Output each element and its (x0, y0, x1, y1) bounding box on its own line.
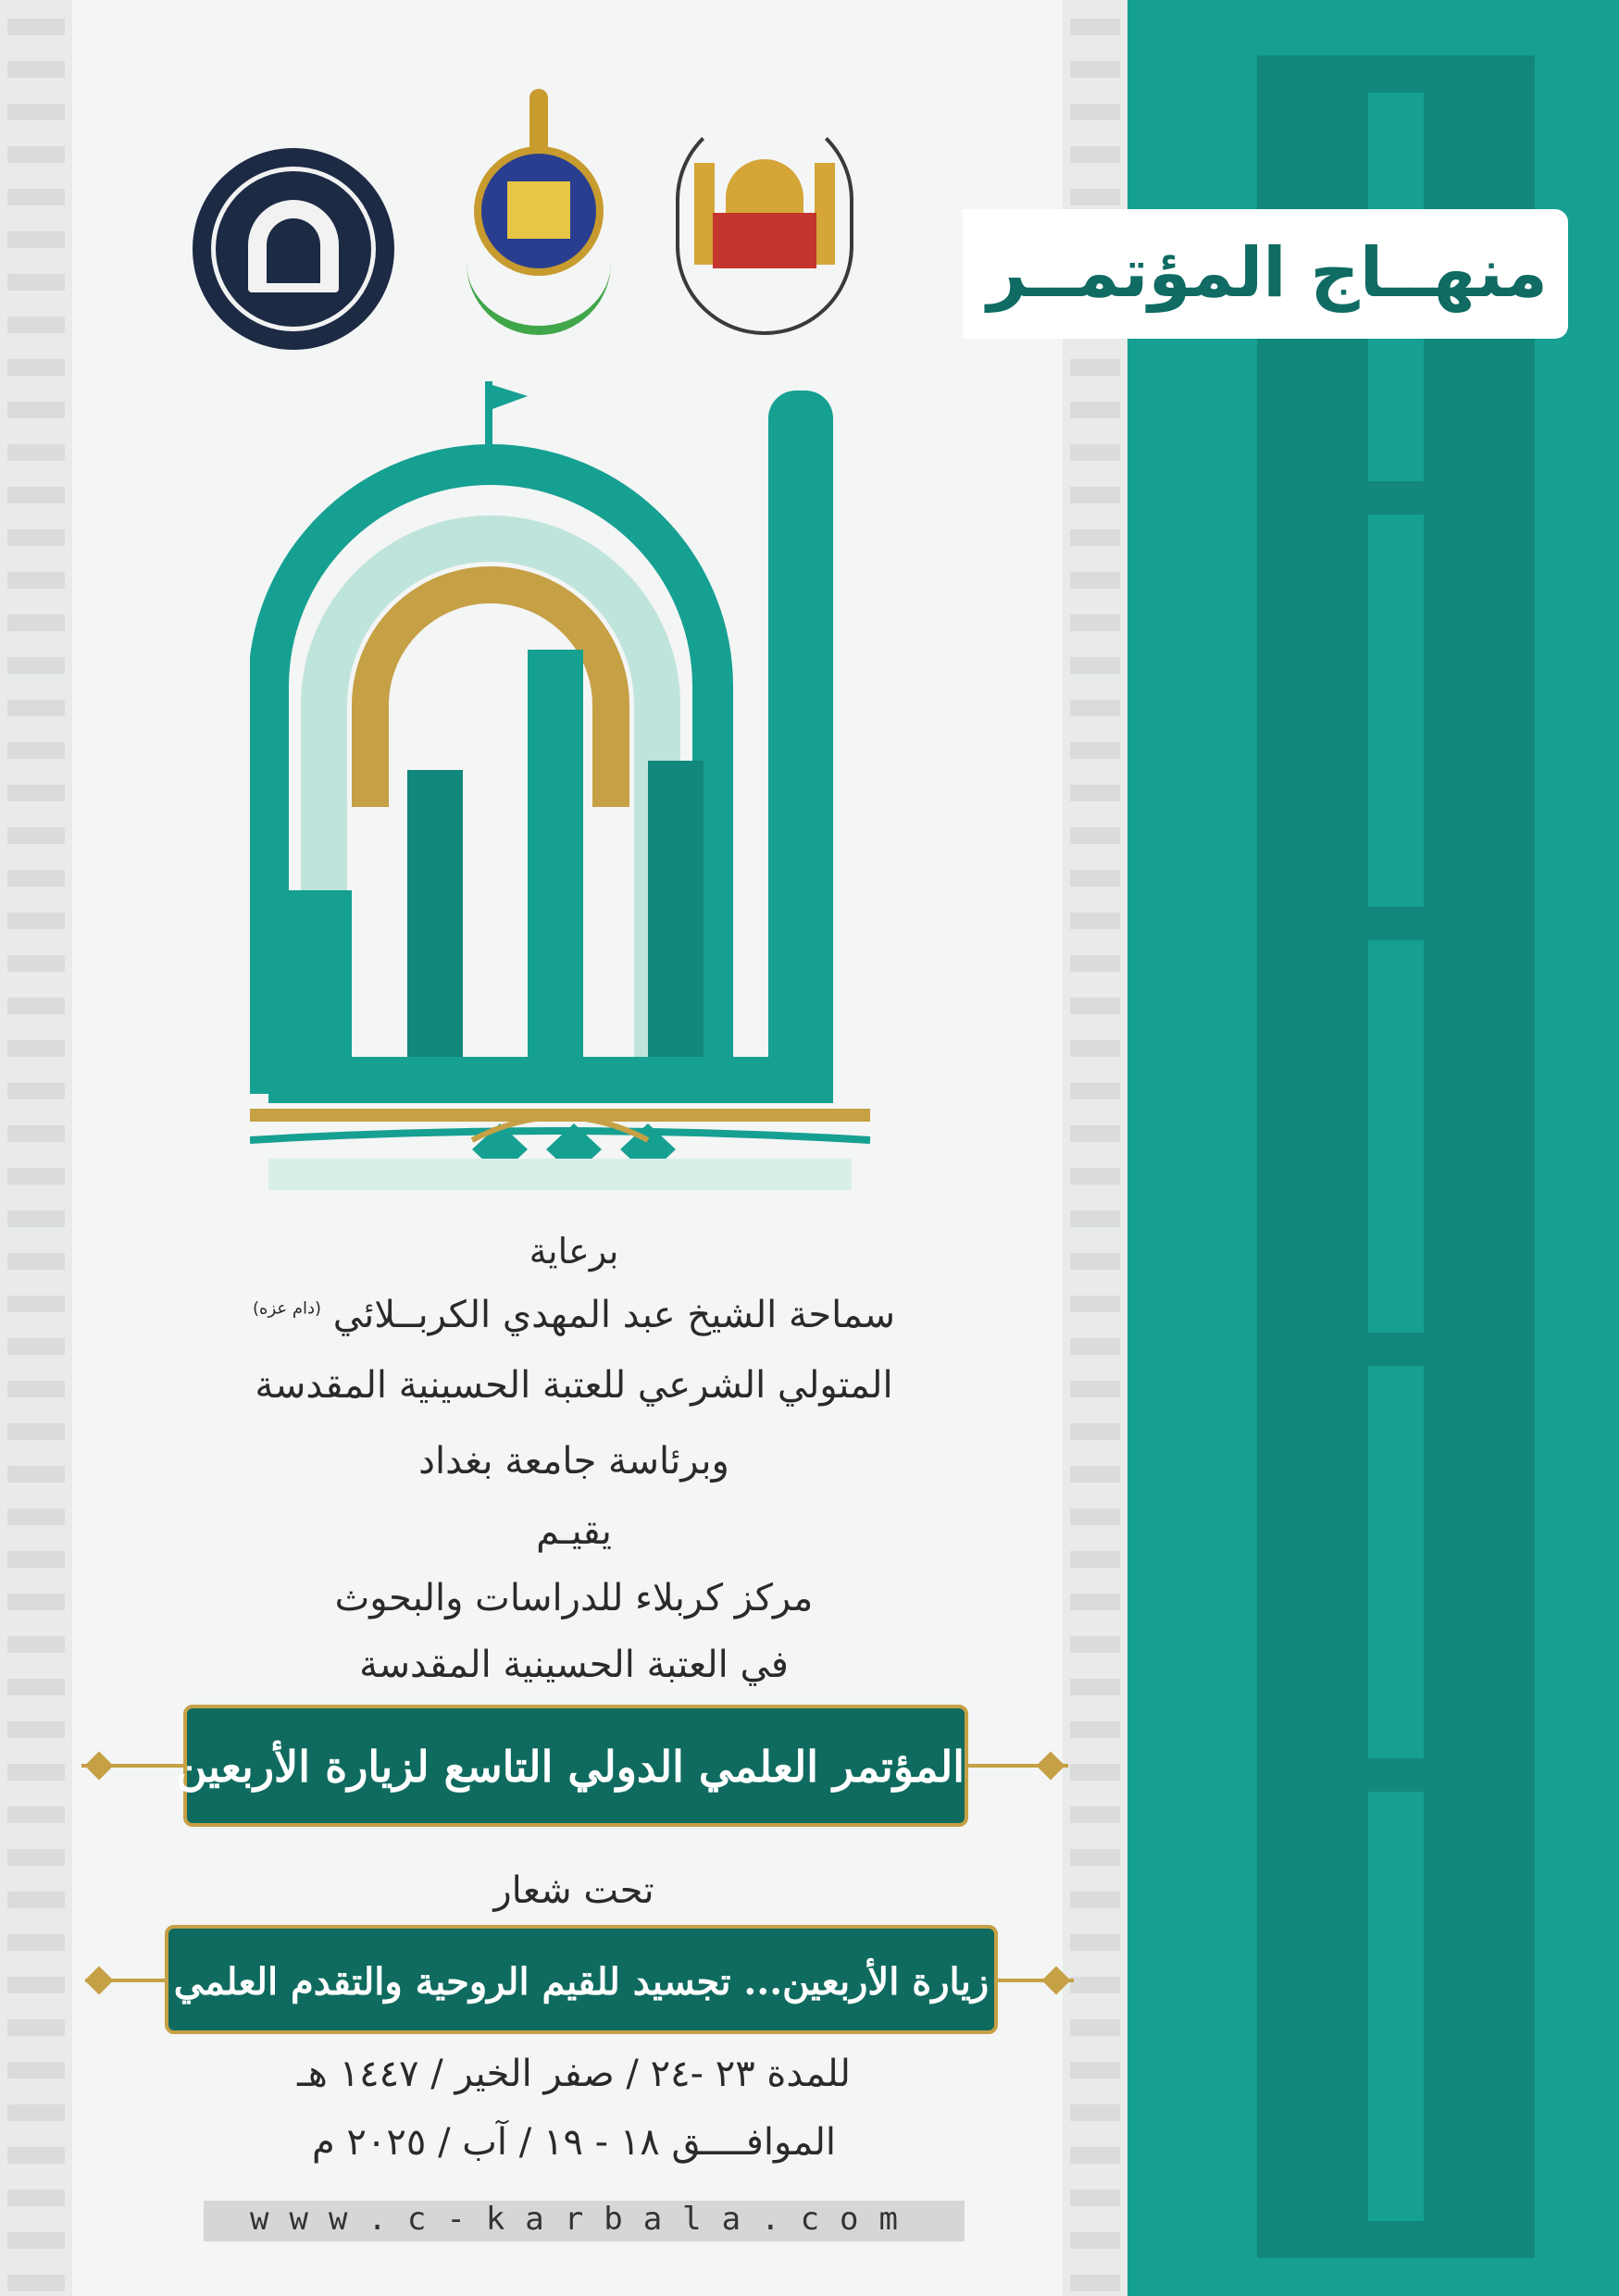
border-pattern-line (1070, 1210, 1120, 1227)
left-pattern-border (0, 0, 72, 2296)
border-pattern-line (1070, 1040, 1120, 1057)
border-pattern-line (7, 146, 65, 163)
organizer-location: في العتبة الحسينية المقدسة (359, 1644, 789, 1686)
border-pattern-line (1070, 1168, 1120, 1185)
border-pattern-line (7, 316, 65, 333)
organizer-name: مركز كربلاء للدراسات والبحوث (334, 1577, 814, 1620)
border-pattern-line (7, 912, 65, 929)
border-pattern-line (1070, 1338, 1120, 1355)
banner-ornament (84, 1751, 113, 1780)
border-pattern-line (7, 785, 65, 801)
border-pattern-line (7, 231, 65, 248)
border-pattern-line (7, 2232, 65, 2249)
border-pattern-line (1070, 1083, 1120, 1099)
hijri-date: للمدة ٢٣ -٢٤ / صفر الخير / ١٤٤٧ هـ (297, 2053, 851, 2095)
border-pattern-line (1070, 146, 1120, 163)
border-pattern-line (7, 1253, 65, 1270)
border-pattern-line (1070, 1296, 1120, 1312)
border-pattern-line (1070, 1508, 1120, 1525)
border-pattern-line (7, 2147, 65, 2164)
border-pattern-line (1070, 1253, 1120, 1270)
border-pattern-line (7, 1892, 65, 1908)
border-pattern-line (1070, 1679, 1120, 1695)
page-title: منهــاج المؤتمــر (987, 233, 1548, 313)
border-pattern-line (1070, 998, 1120, 1014)
kufic-pattern (1257, 2221, 1535, 2258)
border-pattern-line (7, 1423, 65, 1440)
border-pattern-line (7, 700, 65, 716)
border-pattern-line (7, 1210, 65, 1227)
website-bar (204, 2201, 965, 2241)
arbaeen-calligraphy-emblem-icon (250, 372, 898, 1205)
border-pattern-line (1070, 1125, 1120, 1142)
border-pattern-line (7, 1679, 65, 1695)
sponsorship-intro: برعاية (529, 1231, 619, 1272)
border-pattern-line (7, 487, 65, 503)
border-pattern-line (1070, 189, 1120, 205)
border-pattern-line (1070, 1892, 1120, 1908)
kufic-pattern (1257, 1333, 1535, 1366)
kufic-pattern (1257, 481, 1535, 515)
border-pattern-line (1070, 657, 1120, 674)
border-pattern-line (7, 1934, 65, 1951)
border-pattern-line (7, 827, 65, 844)
border-pattern-line (7, 529, 65, 546)
slogan-text: زيارة الأربعين... تجسيد للقيم الروحية والتقدم العلمي (173, 1960, 990, 2004)
border-pattern-line (1070, 2147, 1120, 2164)
border-pattern-line (7, 19, 65, 35)
university-of-baghdad-logo-icon (193, 148, 394, 350)
border-pattern-line (7, 402, 65, 418)
border-pattern-line (7, 955, 65, 972)
border-pattern-line (7, 1508, 65, 1525)
border-pattern-line (7, 1466, 65, 1483)
border-pattern-line (7, 1381, 65, 1397)
slogan-intro: تحت شعار (493, 1869, 654, 1912)
kufic-pattern (1257, 56, 1535, 93)
border-pattern-line (1070, 912, 1120, 929)
border-pattern-line (1070, 2062, 1120, 2079)
border-pattern-line (1070, 1849, 1120, 1866)
border-pattern-line (7, 1977, 65, 1993)
border-pattern-line (7, 870, 65, 887)
kufic-pattern (1424, 56, 1535, 2258)
border-pattern-line (7, 2019, 65, 2036)
border-pattern-line (7, 1551, 65, 1568)
border-pattern-line (7, 274, 65, 291)
patron-honorific: (دام عزه) (253, 1298, 322, 1319)
border-pattern-line (7, 742, 65, 759)
kufic-pattern (1257, 1758, 1535, 1792)
border-pattern-line (1070, 700, 1120, 716)
border-pattern-line (1070, 1636, 1120, 1653)
border-pattern-line (7, 1806, 65, 1823)
border-pattern-line (1070, 572, 1120, 589)
border-pattern-line (1070, 827, 1120, 844)
border-pattern-line (1070, 359, 1120, 376)
title-tab (963, 209, 1568, 339)
border-pattern-line (1070, 2190, 1120, 2206)
border-pattern-line (1070, 2275, 1120, 2291)
website-url[interactable]: www.c-karbala.com (250, 2201, 918, 2238)
border-pattern-line (7, 614, 65, 631)
organizer-verb: يقيـم (536, 1510, 612, 1553)
border-pattern-line (7, 998, 65, 1014)
border-pattern-line (1070, 61, 1120, 78)
border-pattern-line (1070, 2019, 1120, 2036)
gregorian-date: الموافــــق ١٨ - ١٩ / آب / ٢٠٢٥ م (311, 2121, 837, 2164)
banner-ornament (1036, 1751, 1065, 1780)
border-pattern-line (1070, 742, 1120, 759)
border-pattern-line (7, 1338, 65, 1355)
border-pattern-line (1070, 529, 1120, 546)
border-pattern-line (1070, 444, 1120, 461)
border-pattern-line (7, 1168, 65, 1185)
border-pattern-line (7, 1296, 65, 1312)
border-pattern-line (7, 1040, 65, 1057)
center-pattern-border (1063, 0, 1127, 2296)
border-pattern-line (7, 444, 65, 461)
border-pattern-line (7, 2275, 65, 2291)
border-pattern-line (7, 104, 65, 120)
patron-line (204, 1294, 944, 1336)
border-pattern-line (1070, 19, 1120, 35)
border-pattern-line (7, 657, 65, 674)
border-pattern-line (1070, 2104, 1120, 2121)
border-pattern-line (7, 572, 65, 589)
border-pattern-line (1070, 402, 1120, 418)
border-pattern-line (1070, 1977, 1120, 1993)
border-pattern-line (1070, 1381, 1120, 1397)
right-teal-panel (1127, 0, 1619, 2296)
border-pattern-line (1070, 1423, 1120, 1440)
conference-title: المؤتمر العلمي الدولي التاسع لزيارة الأربعين (175, 1742, 965, 1792)
imam-hussein-shrine-logo-icon (672, 107, 857, 350)
border-pattern-line (7, 1125, 65, 1142)
border-pattern-line (1070, 955, 1120, 972)
border-pattern-line (7, 189, 65, 205)
border-pattern-line (1070, 104, 1120, 120)
border-pattern-line (7, 2062, 65, 2079)
border-pattern-line (1070, 1594, 1120, 1610)
slogan-banner (165, 1925, 998, 2034)
border-pattern-line (1070, 1934, 1120, 1951)
border-pattern-line (1070, 1806, 1120, 1823)
kufic-pattern (1257, 907, 1535, 940)
border-pattern-line (1070, 2232, 1120, 2249)
presidency-line: وبرئاسة جامعة بغداد (418, 1440, 729, 1483)
border-pattern-line (1070, 1466, 1120, 1483)
border-pattern-line (1070, 487, 1120, 503)
border-pattern-line (1070, 614, 1120, 631)
border-pattern-line (7, 2190, 65, 2206)
border-pattern-line (1070, 1764, 1120, 1781)
banner-ornament (84, 1966, 113, 1994)
border-pattern-line (1070, 1721, 1120, 1738)
patron-title: المتولي الشرعي للعتبة الحسينية المقدسة (255, 1364, 893, 1407)
patron-name: سماحة الشيخ عبد المهدي الكربــلائي (332, 1294, 895, 1336)
border-pattern-line (1070, 870, 1120, 887)
border-pattern-line (7, 61, 65, 78)
karbala-center-logo-icon (457, 89, 620, 344)
conference-title-banner (175, 1705, 968, 1827)
border-pattern-line (7, 1849, 65, 1866)
border-pattern-line (7, 1764, 65, 1781)
border-pattern-line (7, 1083, 65, 1099)
border-pattern-line (7, 1636, 65, 1653)
border-pattern-line (1070, 1551, 1120, 1568)
border-pattern-line (7, 1594, 65, 1610)
border-pattern-line (7, 2104, 65, 2121)
border-pattern-line (1070, 785, 1120, 801)
border-pattern-line (7, 1721, 65, 1738)
kufic-pattern (1257, 56, 1368, 2258)
border-pattern-line (7, 359, 65, 376)
